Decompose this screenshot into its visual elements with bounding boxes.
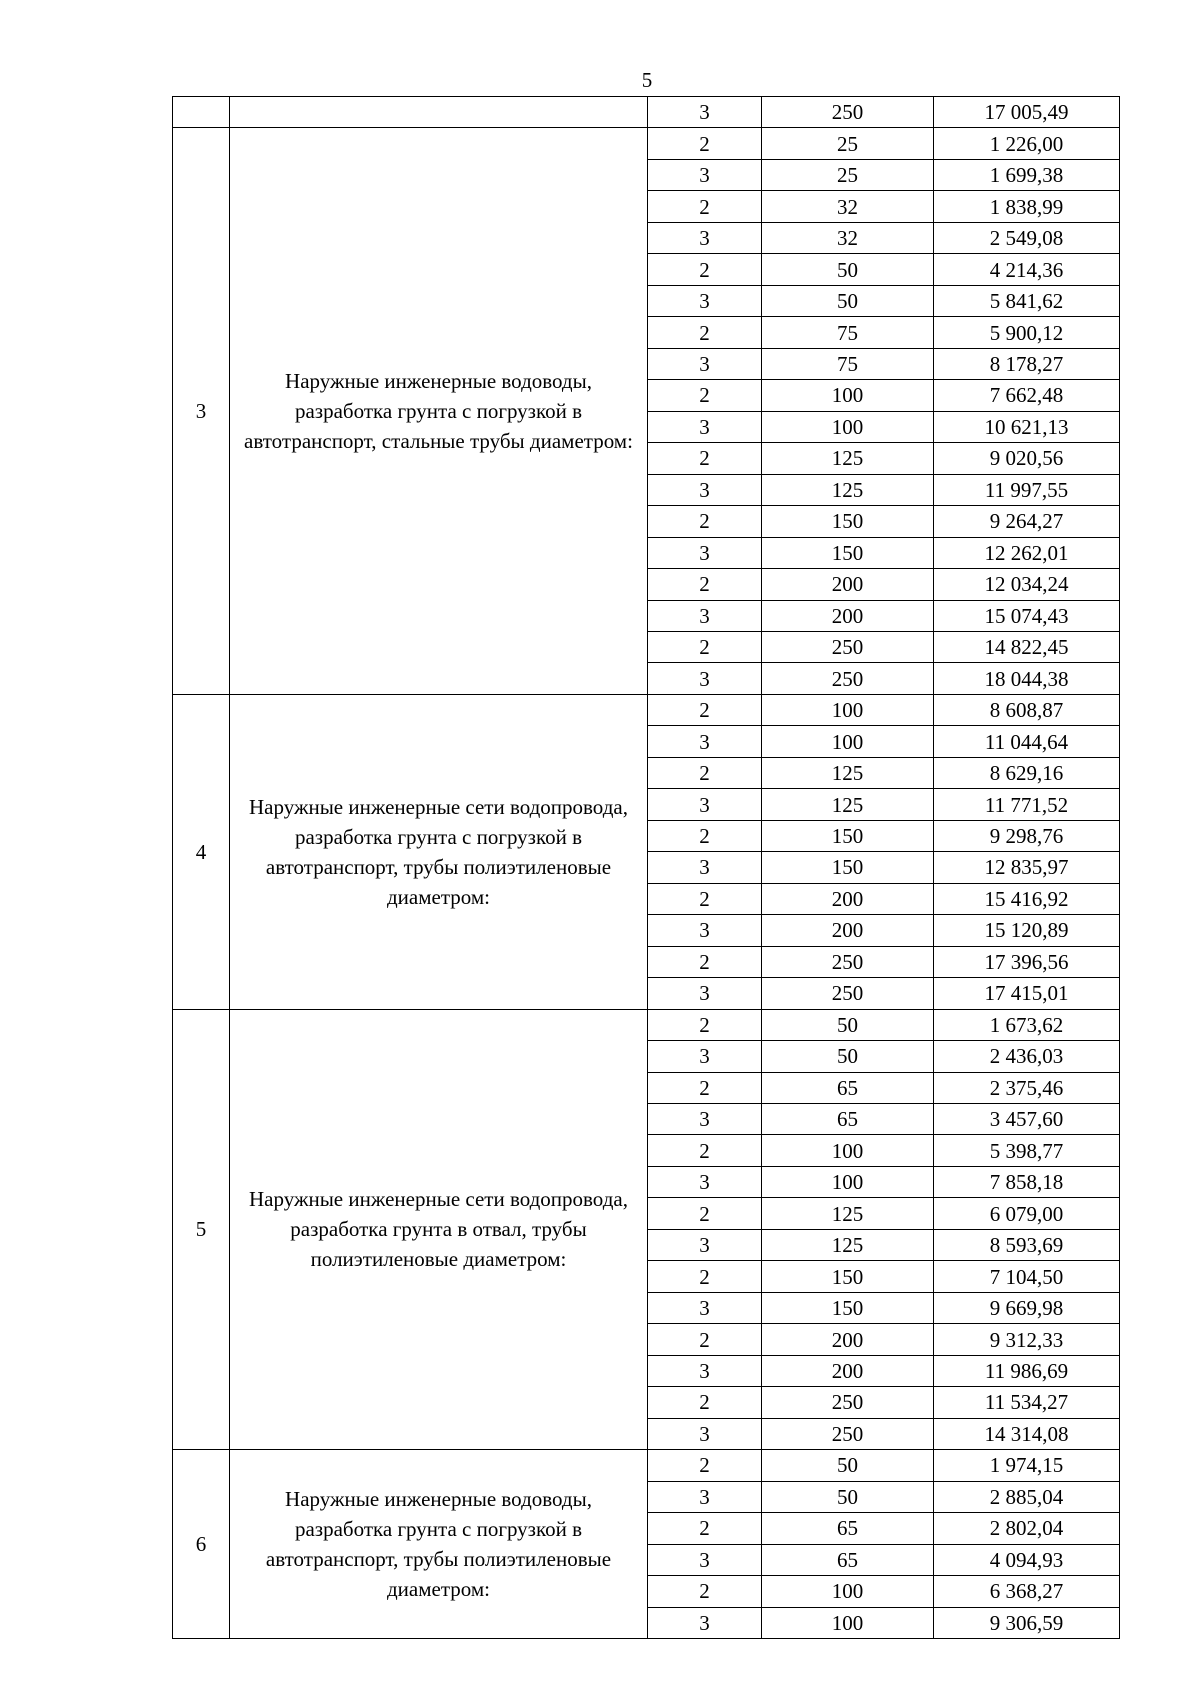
category-cell: 2 — [648, 1198, 762, 1229]
diameter-cell: 250 — [762, 946, 934, 977]
category-cell: 2 — [648, 191, 762, 222]
category-cell: 2 — [648, 1009, 762, 1040]
price-cell: 11 044,64 — [934, 726, 1120, 757]
price-cell: 9 669,98 — [934, 1292, 1120, 1323]
diameter-cell: 250 — [762, 978, 934, 1009]
price-cell: 7 858,18 — [934, 1166, 1120, 1197]
price-cell: 8 178,27 — [934, 348, 1120, 379]
diameter-cell: 150 — [762, 820, 934, 851]
table-row — [173, 128, 1120, 159]
table-row — [173, 694, 1120, 725]
table-row — [173, 1009, 1120, 1040]
diameter-cell: 65 — [762, 1104, 934, 1135]
diameter-cell: 100 — [762, 1607, 934, 1638]
diameter-cell: 65 — [762, 1513, 934, 1544]
category-cell: 3 — [648, 1229, 762, 1260]
price-cell: 1 673,62 — [934, 1009, 1120, 1040]
price-cell: 14 822,45 — [934, 631, 1120, 662]
diameter-cell: 100 — [762, 694, 934, 725]
category-cell: 2 — [648, 883, 762, 914]
category-cell: 3 — [648, 1292, 762, 1323]
diameter-cell: 50 — [762, 1009, 934, 1040]
diameter-cell: 200 — [762, 1355, 934, 1386]
category-cell: 3 — [648, 97, 762, 128]
price-cell: 15 074,43 — [934, 600, 1120, 631]
category-cell: 3 — [648, 600, 762, 631]
diameter-cell: 50 — [762, 285, 934, 316]
price-cell: 2 549,08 — [934, 222, 1120, 253]
category-cell: 2 — [648, 317, 762, 348]
diameter-cell: 200 — [762, 883, 934, 914]
diameter-cell: 50 — [762, 254, 934, 285]
section-number: 6 — [173, 1450, 230, 1639]
page-number: 5 — [641, 68, 653, 92]
section-number: 3 — [173, 128, 230, 694]
section-number: 5 — [173, 1009, 230, 1450]
price-cell: 6 368,27 — [934, 1576, 1120, 1607]
price-cell: 5 841,62 — [934, 285, 1120, 316]
price-cell: 5 900,12 — [934, 317, 1120, 348]
category-cell: 2 — [648, 757, 762, 788]
price-cell: 3 457,60 — [934, 1104, 1120, 1135]
diameter-cell: 100 — [762, 411, 934, 442]
category-cell: 3 — [648, 285, 762, 316]
category-cell: 3 — [648, 537, 762, 568]
price-cell: 4 094,93 — [934, 1544, 1120, 1575]
category-cell: 2 — [648, 443, 762, 474]
price-cell: 17 005,49 — [934, 97, 1120, 128]
diameter-cell: 250 — [762, 97, 934, 128]
diameter-cell: 100 — [762, 1135, 934, 1166]
category-cell: 3 — [648, 663, 762, 694]
price-cell: 4 214,36 — [934, 254, 1120, 285]
category-cell: 3 — [648, 1166, 762, 1197]
price-cell: 15 416,92 — [934, 883, 1120, 914]
category-cell: 2 — [648, 946, 762, 977]
price-cell: 1 974,15 — [934, 1450, 1120, 1481]
category-cell: 3 — [648, 726, 762, 757]
price-cell: 12 262,01 — [934, 537, 1120, 568]
diameter-cell: 25 — [762, 128, 934, 159]
price-cell: 15 120,89 — [934, 915, 1120, 946]
table-row — [173, 1450, 1120, 1481]
price-cell: 7 662,48 — [934, 380, 1120, 411]
category-cell: 2 — [648, 631, 762, 662]
diameter-cell: 200 — [762, 915, 934, 946]
category-cell: 3 — [648, 1481, 762, 1512]
category-cell: 2 — [648, 820, 762, 851]
diameter-cell: 150 — [762, 506, 934, 537]
diameter-cell: 125 — [762, 789, 934, 820]
price-cell: 8 629,16 — [934, 757, 1120, 788]
diameter-cell: 125 — [762, 1198, 934, 1229]
diameter-cell: 125 — [762, 443, 934, 474]
diameter-cell: 100 — [762, 1166, 934, 1197]
category-cell: 2 — [648, 1387, 762, 1418]
diameter-cell: 50 — [762, 1481, 934, 1512]
diameter-cell: 100 — [762, 726, 934, 757]
diameter-cell: 200 — [762, 569, 934, 600]
price-cell: 11 986,69 — [934, 1355, 1120, 1386]
price-cell: 12 034,24 — [934, 569, 1120, 600]
section-number: 4 — [173, 694, 230, 1009]
price-cell: 2 802,04 — [934, 1513, 1120, 1544]
price-cell: 7 104,50 — [934, 1261, 1120, 1292]
category-cell: 2 — [648, 1261, 762, 1292]
category-cell: 2 — [648, 128, 762, 159]
category-cell: 2 — [648, 569, 762, 600]
price-cell: 5 398,77 — [934, 1135, 1120, 1166]
category-cell: 3 — [648, 1041, 762, 1072]
diameter-cell: 250 — [762, 1418, 934, 1449]
section-description: Наружные инженерные водоводы, разработка грунта с погрузкой в автотранспорт, трубы полиэтиленовые диаметром: — [230, 1450, 648, 1639]
price-cell: 9 306,59 — [934, 1607, 1120, 1638]
price-cell: 11 534,27 — [934, 1387, 1120, 1418]
category-cell: 3 — [648, 852, 762, 883]
price-cell: 6 079,00 — [934, 1198, 1120, 1229]
price-table — [172, 96, 1120, 1639]
diameter-cell: 65 — [762, 1544, 934, 1575]
price-cell: 12 835,97 — [934, 852, 1120, 883]
diameter-cell: 125 — [762, 1229, 934, 1260]
category-cell: 2 — [648, 1513, 762, 1544]
category-cell: 2 — [648, 506, 762, 537]
price-cell: 8 593,69 — [934, 1229, 1120, 1260]
category-cell: 3 — [648, 1544, 762, 1575]
price-cell: 1 838,99 — [934, 191, 1120, 222]
category-cell: 2 — [648, 1450, 762, 1481]
price-cell: 9 312,33 — [934, 1324, 1120, 1355]
price-cell: 9 020,56 — [934, 443, 1120, 474]
price-cell: 18 044,38 — [934, 663, 1120, 694]
price-table-body — [173, 97, 1120, 1639]
diameter-cell: 32 — [762, 191, 934, 222]
category-cell: 3 — [648, 915, 762, 946]
category-cell: 3 — [648, 789, 762, 820]
price-cell: 17 415,01 — [934, 978, 1120, 1009]
price-cell: 11 771,52 — [934, 789, 1120, 820]
price-cell: 9 298,76 — [934, 820, 1120, 851]
category-cell: 3 — [648, 411, 762, 442]
category-cell: 2 — [648, 1072, 762, 1103]
price-cell: 9 264,27 — [934, 506, 1120, 537]
diameter-cell: 65 — [762, 1072, 934, 1103]
category-cell: 3 — [648, 1418, 762, 1449]
diameter-cell: 150 — [762, 1292, 934, 1323]
price-cell: 8 608,87 — [934, 694, 1120, 725]
category-cell: 3 — [648, 978, 762, 1009]
diameter-cell: 32 — [762, 222, 934, 253]
diameter-cell: 100 — [762, 380, 934, 411]
diameter-cell: 200 — [762, 1324, 934, 1355]
price-cell: 10 621,13 — [934, 411, 1120, 442]
diameter-cell: 50 — [762, 1450, 934, 1481]
price-cell: 11 997,55 — [934, 474, 1120, 505]
diameter-cell: 50 — [762, 1041, 934, 1072]
category-cell: 2 — [648, 254, 762, 285]
category-cell: 3 — [648, 1104, 762, 1135]
category-cell: 3 — [648, 348, 762, 379]
diameter-cell: 125 — [762, 474, 934, 505]
category-cell: 2 — [648, 1135, 762, 1166]
category-cell: 2 — [648, 1324, 762, 1355]
diameter-cell: 150 — [762, 537, 934, 568]
price-cell: 1 226,00 — [934, 128, 1120, 159]
diameter-cell: 25 — [762, 159, 934, 190]
price-cell: 2 375,46 — [934, 1072, 1120, 1103]
section-description: Наружные инженерные сети водопровода, разработка грунта в отвал, трубы полиэтиленовые диаметром: — [230, 1009, 648, 1450]
diameter-cell: 250 — [762, 663, 934, 694]
description-cell — [230, 97, 648, 128]
diameter-cell: 125 — [762, 757, 934, 788]
category-cell: 3 — [648, 222, 762, 253]
category-cell: 2 — [648, 1576, 762, 1607]
section-number-cell — [173, 97, 230, 128]
category-cell: 3 — [648, 159, 762, 190]
diameter-cell: 250 — [762, 631, 934, 662]
category-cell: 2 — [648, 380, 762, 411]
price-cell: 17 396,56 — [934, 946, 1120, 977]
diameter-cell: 200 — [762, 600, 934, 631]
section-description: Наружные инженерные водоводы, разработка грунта с погрузкой в автотранспорт, стальные трубы диаметром: — [230, 128, 648, 694]
continuation-row — [173, 97, 1120, 128]
category-cell: 2 — [648, 694, 762, 725]
category-cell: 3 — [648, 474, 762, 505]
price-cell: 2 885,04 — [934, 1481, 1120, 1512]
diameter-cell: 150 — [762, 852, 934, 883]
diameter-cell: 150 — [762, 1261, 934, 1292]
section-description: Наружные инженерные сети водопровода, разработка грунта с погрузкой в автотранспорт, трубы полиэтиленовые диаметром: — [230, 694, 648, 1009]
category-cell: 3 — [648, 1607, 762, 1638]
diameter-cell: 100 — [762, 1576, 934, 1607]
price-cell: 1 699,38 — [934, 159, 1120, 190]
price-cell: 14 314,08 — [934, 1418, 1120, 1449]
category-cell: 3 — [648, 1355, 762, 1386]
diameter-cell: 75 — [762, 317, 934, 348]
diameter-cell: 75 — [762, 348, 934, 379]
diameter-cell: 250 — [762, 1387, 934, 1418]
price-cell: 2 436,03 — [934, 1041, 1120, 1072]
